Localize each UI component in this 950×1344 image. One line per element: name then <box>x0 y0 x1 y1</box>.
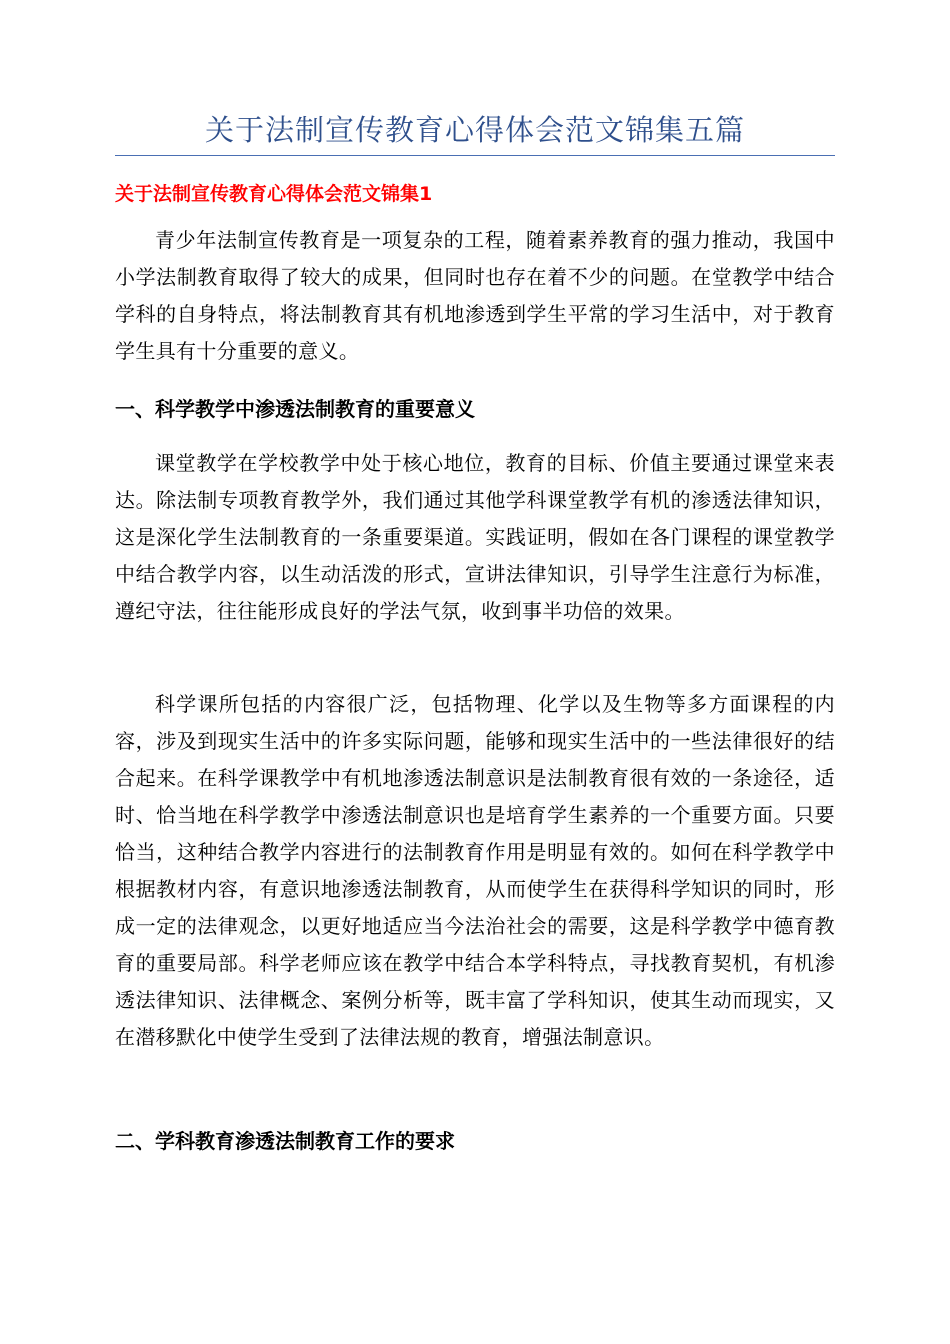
paragraph-intro: 青少年法制宣传教育是一项复杂的工程，随着素养教育的强力推动，我国中小学法制教育取得了较大的成果，但同时也存在着不少的问题。在堂教学中结合学科的自身特点，将法制教育其有机地渗透到学生平常的学习生活中，对于教育学生具有十分重要的意义。 <box>115 228 835 363</box>
paragraph-science: 科学课所包括的内容很广泛，包括物理、化学以及生物等多方面课程的内容，涉及到现实生活中的许多实际问题，能够和现实生活中的一些法律很好的结合起来。在科学课教学中有机地渗透法制意识是法制教育很有效的一条途径，适时、恰当地在科学教学中渗透法制意识也是培育学生素养的一个重要方面。只要恰当，这种结合教学内容进行的法制教育作用是明显有效的。如何在科学教学中根据教材内容，有意识地渗透法制教育，从而使学生在获得科学知识的同时，形成一定的法律观念，以更好地适应当今法治社会的需要，这是科学教学中德育教育的重要局部。科学老师应该在教学中结合本学科特点，寻找教育契机，有机渗透法律知识、法律概念、案例分析等，既丰富了学科知识，使其生动而现实，又在潜移默化中使学生受到了法律法规的教育，增强法制意识。 <box>115 692 835 1049</box>
paragraph-classroom: 课堂教学在学校教学中处于核心地位，教育的目标、价值主要通过课堂来表达。除法制专项教育教学外，我们通过其他学科课堂教学有机的渗透法律知识，这是深化学生法制教育的一条重要渠道。实践证明，假如在各门课程的课堂教学中结合教学内容，以生动活泼的形式，宣讲法律知识，引导学生注意行为标准，遵纪守法，往往能形成良好的学法气氛，收到事半功倍的效果。 <box>115 451 835 623</box>
document-title: 关于法制宣传教育心得体会范文锦集五篇 <box>204 113 745 147</box>
title-underline <box>115 155 835 156</box>
section-heading: 关于法制宣传教育心得体会范文锦集1 <box>115 183 433 205</box>
subheading-requirements: 二、学科教育渗透法制教育工作的要求 <box>115 1129 455 1153</box>
subheading-importance: 一、科学教学中渗透法制教育的重要意义 <box>115 397 475 421</box>
